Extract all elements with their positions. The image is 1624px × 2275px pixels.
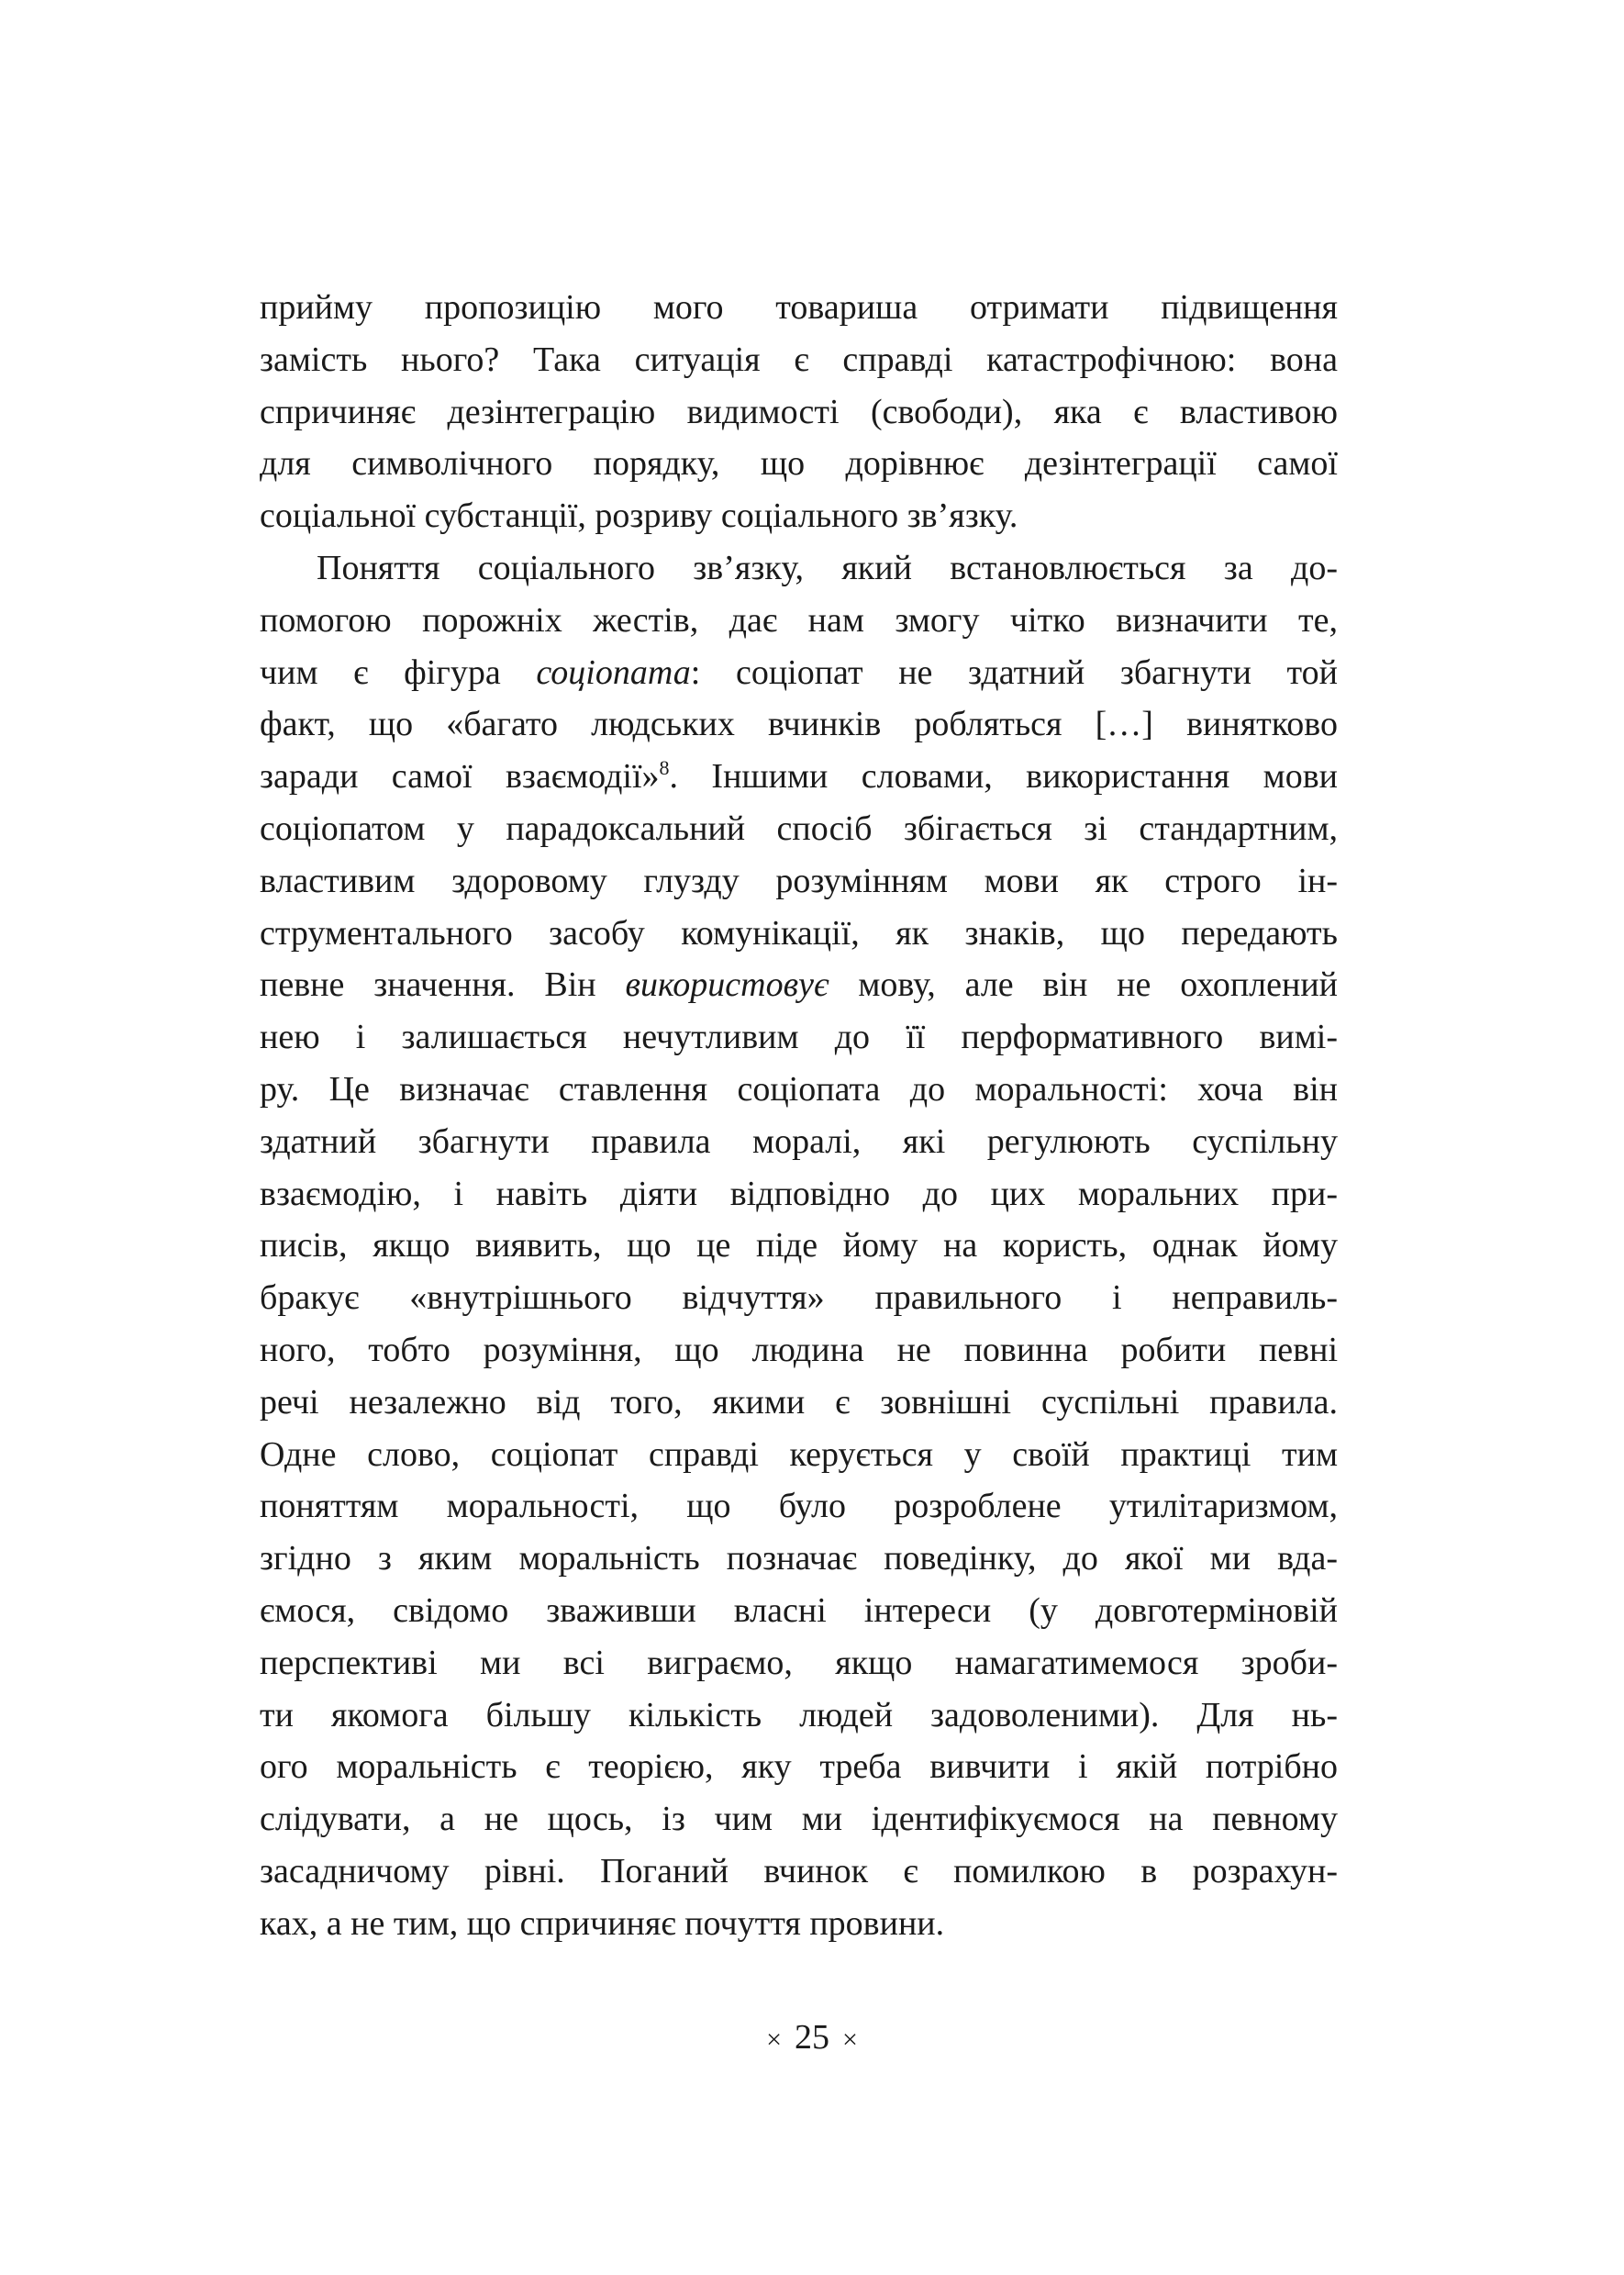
text-line: Поняття соціального зв’язку, який встановлюється за до- bbox=[317, 548, 1338, 587]
ornament-left: × bbox=[766, 2024, 782, 2055]
text-line bbox=[260, 647, 1338, 699]
emphasis-term: соціопата bbox=[536, 652, 691, 692]
text-line: соціальної субстанції, розриву соціального зв’язку. bbox=[260, 496, 1018, 536]
text-segment: : соціопат не здатний збагнути той bbox=[690, 652, 1338, 692]
text-line: слідувати, а не щось, із чим ми ідентифікуємося на певному bbox=[260, 1800, 1338, 1839]
text-line: речі незалежно від того, якими є зовнішні суспільні правила. bbox=[260, 1382, 1338, 1422]
body-text bbox=[260, 282, 1338, 1950]
page-footer bbox=[0, 2015, 1624, 2062]
text-segment: чим є фігура bbox=[260, 652, 537, 692]
text-line: згідно з яким моральність позначає поведінку, до якої ми вда- bbox=[260, 1539, 1338, 1578]
text-line: прийму пропозицію мого товариша отримати підвищення bbox=[260, 288, 1338, 327]
text-line: бракує «внутрішнього відчуття» правильного і неправиль- bbox=[260, 1278, 1338, 1318]
page-number: 25 bbox=[795, 2018, 829, 2057]
text-segment: заради самої взаємодії» bbox=[260, 757, 660, 797]
text-line: для символічного порядку, що дорівнює дезінтеграції самої bbox=[260, 444, 1338, 484]
text-line: поняттям моральності, що було розроблене утилітаризмом, bbox=[260, 1487, 1338, 1526]
text-line: помогою порожніх жестів, дає нам змогу чітко визначити те, bbox=[260, 600, 1338, 640]
text-line: засадничому рівні. Поганий вчинок є помилкою в розрахун- bbox=[260, 1851, 1338, 1890]
text-line: факт, що «багато людських вчинків робляться […] винятково bbox=[260, 705, 1338, 744]
text-line: ого моральність є теорією, яку треба вивчити і якій потрібно bbox=[260, 1747, 1338, 1787]
footnote-reference[interactable]: 8 bbox=[659, 756, 670, 780]
emphasis-term: використовує bbox=[625, 965, 829, 1005]
text-line: ємося, свідомо зваживши власні інтереси (у довготерміновій bbox=[260, 1590, 1338, 1630]
text-line: спричиняє дезінтеграцію видимості (свободи), яка є властивою bbox=[260, 392, 1338, 431]
text-line: здатний збагнути правила моралі, які регулюють суспільну bbox=[260, 1121, 1338, 1161]
ornament-right: × bbox=[842, 2024, 858, 2055]
text-line bbox=[260, 751, 1338, 803]
text-line: Одне слово, соціопат справді керується у своїй практиці тим bbox=[260, 1434, 1338, 1474]
text-line: струментального засобу комунікації, як знаків, що передають bbox=[260, 913, 1338, 953]
text-line: замість нього? Така ситуація є справді катастрофічною: вона bbox=[260, 340, 1338, 379]
paragraph-1 bbox=[260, 282, 1338, 542]
text-line: ках, а не тим, що спричиняє почуття провини. bbox=[260, 1903, 945, 1943]
text-line: писів, якщо виявить, що це піде йому на користь, однак йому bbox=[260, 1226, 1338, 1266]
text-line: властивим здоровому глузду розумінням мови як строго ін- bbox=[260, 861, 1338, 900]
text-line: ру. Це визначає ставлення соціопата до моральності: хоча він bbox=[260, 1069, 1338, 1109]
text-line: ного, тобто розуміння, що людина не повинна робити певні bbox=[260, 1330, 1338, 1369]
text-line: взаємодію, і навіть діяти відповідно до цих моральних при- bbox=[260, 1174, 1338, 1213]
text-segment: певне значення. Він bbox=[260, 965, 626, 1005]
text-line: перспективі ми всі виграємо, якщо намагатимемося зроби- bbox=[260, 1643, 1338, 1682]
text-segment: . Іншими словами, використання мови bbox=[669, 757, 1338, 797]
text-line: ти якомога більшу кількість людей задоволеними). Для нь- bbox=[260, 1695, 1338, 1734]
text-line: соціопатом у парадоксальний спосіб збігається зі стандартним, bbox=[260, 809, 1338, 848]
paragraph-2 bbox=[260, 542, 1338, 1950]
text-segment: мову, але він не охоплений bbox=[829, 965, 1339, 1005]
text-line bbox=[260, 959, 1338, 1011]
text-line: нею і залишається нечутливим до її перформативного вимі- bbox=[260, 1018, 1338, 1057]
